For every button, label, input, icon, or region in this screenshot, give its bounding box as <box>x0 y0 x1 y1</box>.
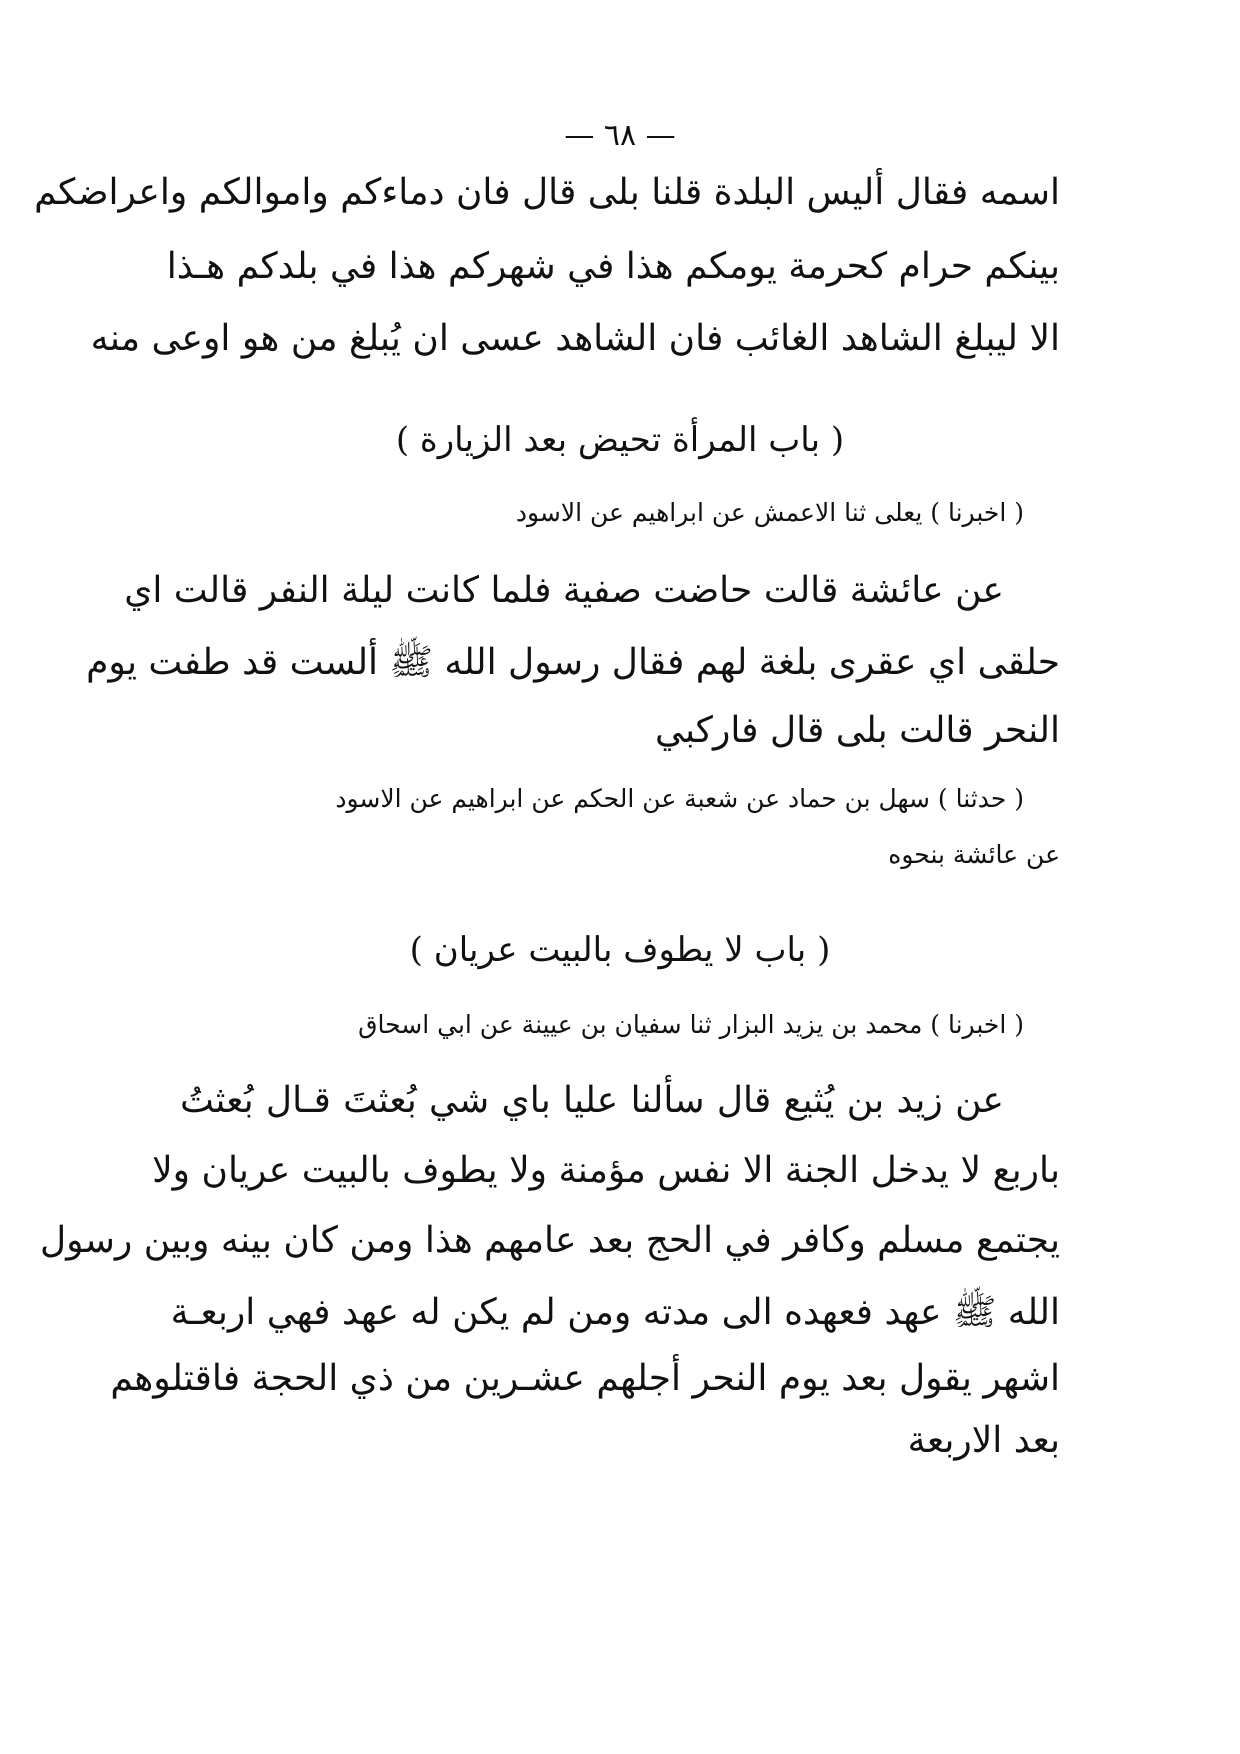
paragraph-line: اسمه فقال أليس البلدة قلنا بلى قال فان دماءكم واموالكم واعراضكم <box>34 172 1060 213</box>
paragraph-line: عن عائشة قالت حاضت صفية فلما كانت ليلة النفر قالت اي <box>124 570 1004 611</box>
paragraph-line: باربع لا يدخل الجنة الا نفس مؤمنة ولا يطوف بالبيت عريان ولا <box>152 1150 1060 1191</box>
isnad-line: عن عائشة بنحوه <box>888 840 1060 869</box>
paragraph-line: يجتمع مسلم وكافر في الحج بعد عامهم هذا ومن كان بينه وبين رسول <box>39 1220 1060 1261</box>
paragraph-line: الا ليبلغ الشاهد الغائب فان الشاهد عسى ان يُبلغ من هو اوعى منه <box>90 318 1060 359</box>
paragraph-line: عن زيد بن يُثيع قال سألنا عليا باي شي بُعثتَ قـال بُعثتُ <box>180 1080 1004 1121</box>
isnad-line: ( حدثنا ) سهل بن حماد عن شعبة عن الحكم عن ابراهيم عن الاسود <box>335 784 1024 813</box>
paragraph-line: حلقى اي عقرى بلغة لهم فقال رسول الله ﷺ ألست قد طفت يوم <box>86 642 1060 683</box>
isnad-line: ( اخبرنا ) محمد بن يزيد البزار ثنا سفيان بن عيينة عن ابي اسحاق <box>358 1010 1024 1039</box>
section-heading: ( باب لا يطوف بالبيت عريان ) <box>409 930 831 970</box>
section-heading: ( باب المرأة تحيض بعد الزيارة ) <box>395 420 845 460</box>
paragraph-line: بعد الاربعة <box>907 1420 1060 1461</box>
page-number: — ٦٨ — <box>564 118 676 153</box>
paragraph-line: النحر قالت بلى قال فاركبي <box>654 710 1060 751</box>
isnad-line: ( اخبرنا ) يعلى ثنا الاعمش عن ابراهيم عن الاسود <box>515 498 1024 527</box>
paragraph-line: اشهر يقول بعد يوم النحر أجلهم عشـرين من ذي الحجة فاقتلوهم <box>110 1358 1060 1399</box>
paragraph-line: بينكم حرام كحرمة يومكم هذا في شهركم هذا في بلدكم هـذا <box>166 246 1060 287</box>
paragraph-line: الله ﷺ عهد فعهده الى مدته ومن لم يكن له عهد فهي اربعـة <box>170 1292 1060 1333</box>
